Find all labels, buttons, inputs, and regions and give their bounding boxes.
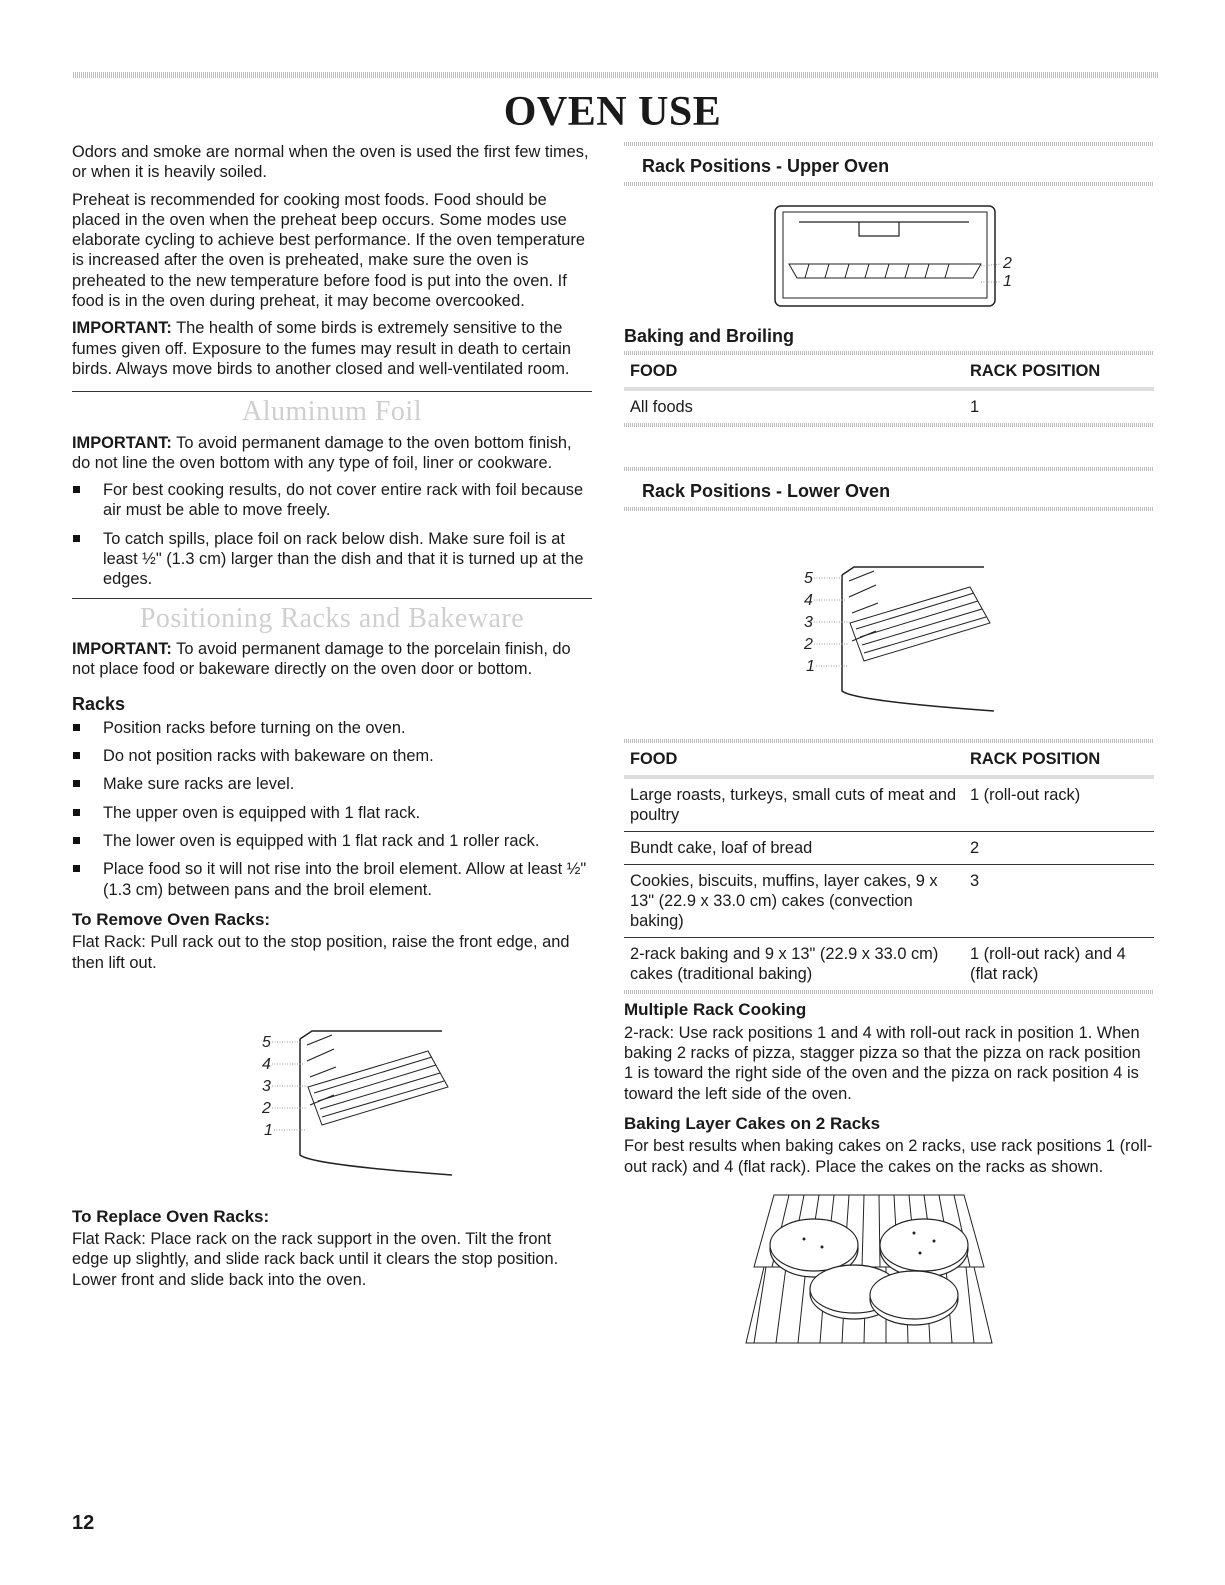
intro-paragraph-3 — [72, 318, 592, 379]
birds-warning-text: The health of some birds is extremely sensitive to the fumes given off. Exposure to the fumes may result in death to certain birds. Always move birds to another closed and well-ventilated room. — [72, 319, 571, 378]
cell-food: Large roasts, turkeys, small cuts of meat and poultry — [624, 777, 964, 832]
column-header-food: FOOD — [630, 361, 678, 380]
replace-racks-text: Flat Rack: Place rack on the rack support in the oven. Tilt the front edge up slightly, and slide rack back until it clears the stop position. Lower front and slide back into the oven. — [72, 1230, 559, 1289]
baking-broiling-heading: Baking and Broiling — [624, 326, 795, 347]
list-item: The lower oven is equipped with 1 flat rack and 1 roller rack. — [72, 831, 592, 851]
hatch-rule — [624, 182, 1154, 186]
racks-important-paragraph — [72, 639, 592, 680]
intro-paragraph-1: Odors and smoke are normal when the oven is used the first few times, or when it is heavily soiled. — [72, 143, 589, 182]
lower-oven-figure — [794, 551, 994, 721]
remove-racks-text: Flat Rack: Pull rack out to the stop position, raise the front edge, and then lift out. — [72, 933, 570, 972]
figure-label-1: 1 — [264, 1121, 273, 1139]
list-item: Place food so it will not rise into the broil element. Allow at least ½" (1.3 cm) between pans and the broil element. — [72, 859, 592, 900]
hatch-rule — [624, 990, 1154, 994]
foil-important-text: To avoid permanent damage to the oven bottom finish, do not line the oven bottom with any type of foil, liner or cookware. — [72, 433, 572, 472]
figure-label-4: 4 — [262, 1055, 271, 1073]
upper-oven-figure — [759, 200, 1019, 320]
table-row — [624, 832, 1154, 865]
cell-food: All foods — [624, 389, 964, 423]
list-item: The upper oven is equipped with 1 flat rack. — [72, 803, 592, 823]
list-item: Position racks before turning on the oven. — [72, 718, 592, 738]
foil-bullet-list — [72, 480, 592, 589]
figure-label-1: 1 — [1003, 273, 1012, 291]
page-number: 12 — [72, 1512, 95, 1534]
multiple-rack-text: 2-rack: Use rack positions 1 and 4 with roll-out rack in position 1. When baking 2 racks of pizza, stagger pizza so that the pizza on rack position 1 is toward the right side of the oven and the pizza on rack position 4 is toward the left side of the oven. — [624, 1023, 1141, 1103]
intro-paragraph-2: Preheat is recommended for cooking most foods. Food should be placed in the oven when the preheat beep occurs. Some modes use elaborate cycling to achieve best performance. If the oven temperature is increased after the oven is preheated, make sure the oven is preheated to the new temperature before food is put into the oven. If food is in the oven during preheat, it may become overcooked. — [72, 190, 585, 311]
right-column — [624, 142, 1154, 1347]
multiple-rack-heading: Multiple Rack Cooking — [624, 1000, 807, 1020]
aluminum-foil-heading: Aluminum Foil — [242, 396, 422, 428]
important-label: IMPORTANT: — [72, 639, 172, 658]
section-divider — [72, 598, 592, 599]
section-divider — [72, 391, 592, 392]
upper-oven-table — [624, 355, 1154, 423]
table-row — [624, 777, 1154, 832]
figure-label-2: 2 — [804, 636, 813, 654]
figure-label-2: 2 — [262, 1099, 271, 1117]
column-header-rack-position: RACK POSITION — [970, 750, 1101, 769]
table-row — [624, 865, 1154, 938]
table-row — [624, 938, 1154, 991]
racks-important-text: To avoid permanent damage to the porcelain finish, do not place food or bakeware directly on the oven door or bottom. — [72, 639, 571, 679]
cell-rack: 1 (roll-out rack) and 4 (flat rack) — [964, 938, 1154, 991]
cell-rack: 1 (roll-out rack) — [964, 777, 1154, 832]
table-row — [624, 389, 1154, 423]
figure-label-5: 5 — [804, 570, 813, 588]
figure-label-2: 2 — [1003, 255, 1012, 273]
figure-label-3: 3 — [804, 614, 813, 632]
table-header-row — [624, 743, 1154, 777]
racks-bullet-list — [72, 718, 592, 900]
lower-oven-table — [624, 743, 1154, 990]
positioning-racks-heading: Positioning Racks and Bakeware — [139, 602, 525, 634]
figure-label-3: 3 — [262, 1077, 271, 1095]
list-item: Make sure racks are level. — [72, 774, 592, 794]
cell-food: 2-rack baking and 9 x 13" (22.9 x 33.0 cm) cakes (traditional baking) — [624, 938, 964, 991]
upper-oven-heading: Rack Positions - Upper Oven — [642, 156, 890, 176]
cell-food: Cookies, biscuits, muffins, layer cakes, 9 x 13" (22.9 x 33.0 cm) cakes (convection baking) — [624, 865, 964, 938]
figure-label-1: 1 — [806, 658, 815, 676]
cell-rack: 1 — [964, 389, 1154, 423]
list-item: For best cooking results, do not cover entire rack with foil because air must be able to move freely. — [72, 480, 592, 521]
foil-important-paragraph — [72, 433, 592, 474]
layer-cakes-text: For best results when baking cakes on 2 racks, use rack positions 1 (roll-out rack) and 4 (flat rack). Place the cakes on the racks as shown. — [624, 1137, 1153, 1176]
figure-label-5: 5 — [262, 1033, 271, 1051]
lower-oven-heading: Rack Positions - Lower Oven — [642, 480, 891, 501]
list-item: To catch spills, place foil on rack below dish. Make sure foil is at least ½" (1.3 cm) larger than the dish and that it is turned up at the edges. — [72, 529, 592, 590]
important-label: IMPORTANT: — [72, 319, 172, 338]
hatch-rule — [624, 423, 1154, 427]
hatch-rule — [624, 507, 1154, 511]
replace-racks-heading: To Replace Oven Racks: — [72, 1206, 270, 1226]
list-item: Do not position racks with bakeware on them. — [72, 746, 592, 766]
top-rule — [73, 72, 1158, 78]
left-column — [72, 142, 592, 1297]
layer-cakes-heading: Baking Layer Cakes on 2 Racks — [624, 1113, 881, 1133]
figure-label-4: 4 — [804, 592, 813, 610]
table-header-row — [624, 355, 1154, 389]
cell-rack: 3 — [964, 865, 1154, 938]
racks-heading: Racks — [72, 693, 126, 714]
column-header-rack-position: RACK POSITION — [970, 361, 1101, 380]
remove-racks-heading: To Remove Oven Racks: — [72, 909, 271, 929]
rack-positions-figure — [252, 1015, 452, 1185]
cell-food: Bundt cake, loaf of bread — [624, 832, 964, 865]
column-header-food: FOOD — [630, 750, 678, 769]
important-label: IMPORTANT: — [72, 433, 172, 452]
layer-cakes-figure — [744, 1187, 994, 1347]
page-title: OVEN USE — [503, 89, 722, 135]
cell-rack: 2 — [964, 832, 1154, 865]
